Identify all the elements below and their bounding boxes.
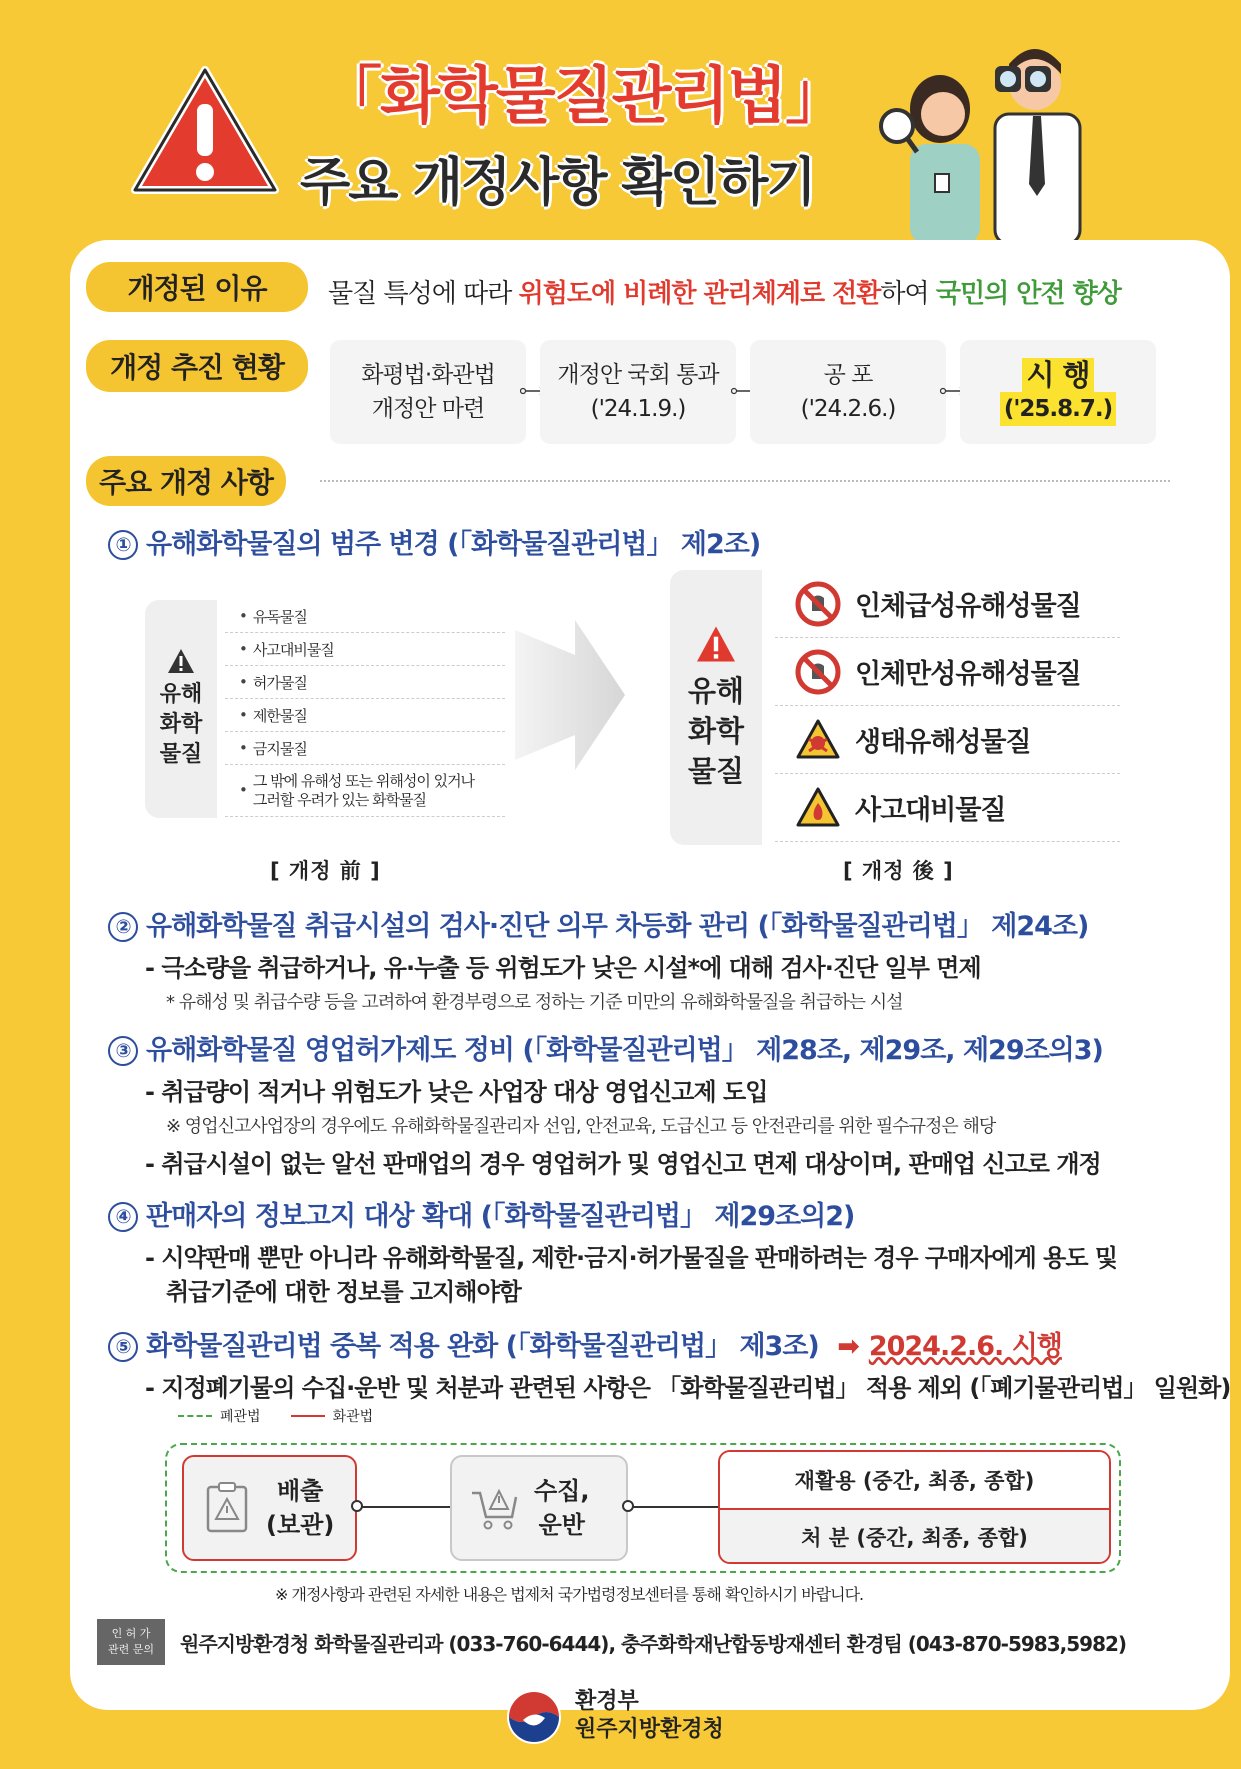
list-item-line: 그러할 우려가 있는 화학물질	[252, 790, 427, 809]
section-number: ③	[108, 1036, 138, 1066]
section-2-note: * 유해성 및 취급수량 등을 고려하여 환경부령으로 정하는 기준 미만의 유해화학물질을 취급하는 시설	[166, 992, 903, 1013]
section-title-text: 유해화학물질 영업허가제도 정비 (「화학물질관리법」 제28조, 제29조, 제29조의3)	[146, 1035, 1103, 1066]
flow-step-text	[534, 1474, 590, 1542]
after-category-label: 인체만성유해성물질	[855, 659, 1081, 690]
legend-label: 화관법	[332, 1409, 374, 1425]
section-number: ④	[108, 1202, 138, 1232]
step-line: ('24.2.6.)	[800, 396, 896, 422]
after-category-item	[775, 638, 1120, 706]
transition-arrow-icon	[515, 610, 625, 780]
label-line: 화학	[687, 713, 745, 748]
reason-label: 개정된 이유	[86, 262, 308, 312]
before-category-block	[145, 600, 505, 818]
step-line: 개정안 국회 통과	[557, 362, 719, 388]
org-line: 원주지방환경청	[575, 1717, 724, 1742]
after-label	[670, 570, 762, 845]
list-item: • 허가물질	[225, 666, 505, 699]
reason-text-goal: 국민의 안전 향상	[935, 279, 1121, 309]
clipboard-warning-icon	[200, 1481, 254, 1535]
progress-label: 개정 추진 현황	[86, 340, 308, 392]
flow-legend	[178, 1406, 373, 1426]
no-touch-icon	[795, 581, 841, 627]
section-3-note: ※ 영업신고사업장의 경우에도 유해화학물질관리자 선임, 안전교육, 도급신고 등 안전관리를 위한 필수규정은 해당	[166, 1116, 996, 1137]
progress-step	[750, 340, 946, 444]
flow-step-collection	[450, 1455, 628, 1561]
effective-date: 2024.2.6. 시행	[868, 1331, 1062, 1362]
section-2-title	[108, 904, 1088, 943]
section-3-bullet: - 취급시설이 없는 알선 판매업의 경우 영업허가 및 영업신고 면제 대상이며, 판매업 신고로 개정	[145, 1150, 1101, 1178]
section-number: ①	[108, 530, 138, 560]
legend-label: 폐관법	[220, 1409, 261, 1425]
list-item-line: 그 밖에 유해성 또는 위해성이 있거나	[252, 771, 475, 790]
contact-tag-line: 관련 문의	[107, 1643, 154, 1656]
list-item: • 사고대비물질	[225, 633, 505, 666]
progress-step	[330, 340, 526, 444]
warning-triangle-icon	[130, 64, 280, 196]
step-line: ('25.8.7.)	[1000, 392, 1116, 426]
after-category-label: 생태유해성물질	[855, 727, 1031, 758]
before-label	[145, 600, 217, 818]
section-1-title	[108, 522, 760, 561]
contact-tag	[97, 1619, 165, 1665]
legend-solid-swatch	[291, 1415, 325, 1417]
label-line: 화학	[159, 712, 203, 737]
flow-disposal: 처 분 (중간, 최종, 종합)	[720, 1508, 1109, 1564]
flow-connector-dot	[351, 1500, 363, 1512]
legend-dash-swatch	[178, 1415, 212, 1417]
org-line: 환경부	[575, 1689, 639, 1714]
flow-line: 운반	[538, 1511, 585, 1539]
divider	[320, 480, 1170, 482]
flow-line: (보관)	[266, 1511, 335, 1539]
warning-icon	[695, 625, 737, 663]
caption-after: [ 개정 後 ]	[843, 859, 954, 883]
list-item: • 유독물질	[225, 600, 505, 633]
reason-text	[328, 273, 1121, 310]
reason-text-part: 물질 특성에 따라	[328, 279, 519, 309]
flow-line: 수집,	[534, 1477, 590, 1505]
flow-step-treatment	[718, 1450, 1111, 1564]
flow-connector	[628, 1506, 718, 1508]
contact-tag-line: 인 허 가	[111, 1627, 151, 1640]
flow-line: 배출	[276, 1477, 324, 1505]
section-title-text: 유해화학물질 취급시설의 검사·진단 의무 차등화 관리 (「화학물질관리법」 제24조)	[146, 911, 1089, 942]
reason-text-part: 하여	[880, 279, 936, 309]
section-4-bullet: - 시약판매 뿐만 아니라 유해화학물질, 제한·금지·허가물질을 판매하려는 경우 구매자에게 용도 및	[145, 1244, 1118, 1272]
section-5-title	[108, 1324, 1062, 1363]
step-line: 시 행	[1022, 358, 1093, 392]
section-2-bullet: - 극소량을 취급하거나, 유·누출 등 위험도가 낮은 시설*에 대해 검사·진단 일부 면제	[145, 954, 981, 982]
step-line: ('24.1.9.)	[590, 396, 686, 422]
reason-text-highlight: 위험도에 비례한 관리체계로 전환	[518, 279, 881, 309]
step-line: 공 포	[823, 362, 873, 388]
list-item-text	[253, 772, 474, 810]
arrow-right-icon: ➡	[837, 1331, 859, 1362]
label-line: 유해	[687, 673, 745, 708]
before-list	[225, 600, 505, 817]
section-title-text: 판매자의 정보고지 대상 확대 (「화학물질관리법」 제29조의2)	[146, 1201, 855, 1232]
label-line: 물질	[159, 742, 203, 767]
after-category-item	[775, 706, 1120, 774]
organization-name	[575, 1688, 724, 1744]
section-4-title	[108, 1194, 854, 1233]
section-3-bullet: - 취급량이 적거나 위험도가 낮은 사업장 대상 영업신고제 도입	[145, 1078, 768, 1106]
section-title-text: 유해화학물질의 범주 변경 (「화학물질관리법」 제2조)	[146, 529, 761, 560]
progress-step	[540, 340, 736, 444]
list-item: • 금지물질	[225, 732, 505, 765]
flow-step-text	[266, 1474, 334, 1542]
section-number: ⑤	[108, 1332, 138, 1362]
section-title-text: 화학물질관리법 중복 적용 완화 (「화학물질관리법」 제3조)	[146, 1331, 819, 1362]
section-number: ②	[108, 912, 138, 942]
section-3-title	[108, 1028, 1103, 1067]
after-category-item	[775, 774, 1120, 842]
after-category-item	[775, 570, 1120, 638]
inspectors-illustration	[855, 34, 1115, 244]
section-4-bullet-cont: 취급기준에 대한 정보를 고지해야함	[166, 1278, 521, 1306]
list-item	[225, 765, 505, 817]
section-5-bullet: - 지정폐기물의 수집·운반 및 처분과 관련된 사항은 「화학물질관리법」 적용 제외 (「폐기물관리법」 일원화)	[145, 1374, 1231, 1402]
list-item: • 제한물질	[225, 699, 505, 732]
label-line: 유해	[159, 682, 203, 707]
step-line: 개정안 마련	[371, 396, 485, 422]
contact-info: 원주지방환경청 화학물질관리과 (033-760-6444), 충주화학재난합동방재센터 환경팀 (043-870-5983,5982)	[180, 1632, 1127, 1656]
flow-connector	[357, 1506, 450, 1508]
label-line: 물질	[687, 753, 745, 788]
no-touch-icon	[795, 649, 841, 695]
progress-step-effective	[960, 340, 1156, 444]
footnote: ※ 개정사항과 관련된 자세한 내용은 법제처 국가법령정보센터를 통해 확인하시기 바랍니다.	[275, 1585, 864, 1604]
flow-recycling: 재활용 (중간, 최종, 종합)	[720, 1452, 1109, 1508]
caption-before: [ 개정 前 ]	[270, 859, 381, 883]
page-title: 「화학물질관리법」	[320, 59, 846, 132]
toxic-skull-icon	[795, 717, 841, 763]
after-category-label: 사고대비물질	[855, 795, 1006, 826]
page-subtitle: 주요 개정사항 확인하기	[300, 153, 815, 213]
government-emblem-icon	[505, 1688, 563, 1746]
flame-icon	[795, 785, 841, 831]
after-category-label: 인체급성유해성물질	[855, 591, 1081, 622]
cart-warning-icon	[468, 1481, 522, 1535]
flow-step-discharge	[182, 1455, 357, 1561]
warning-icon	[167, 648, 195, 674]
main-changes-label: 주요 개정 사항	[86, 456, 286, 506]
flow-connector-dot	[622, 1500, 634, 1512]
step-line: 화평법·화관법	[361, 362, 495, 388]
